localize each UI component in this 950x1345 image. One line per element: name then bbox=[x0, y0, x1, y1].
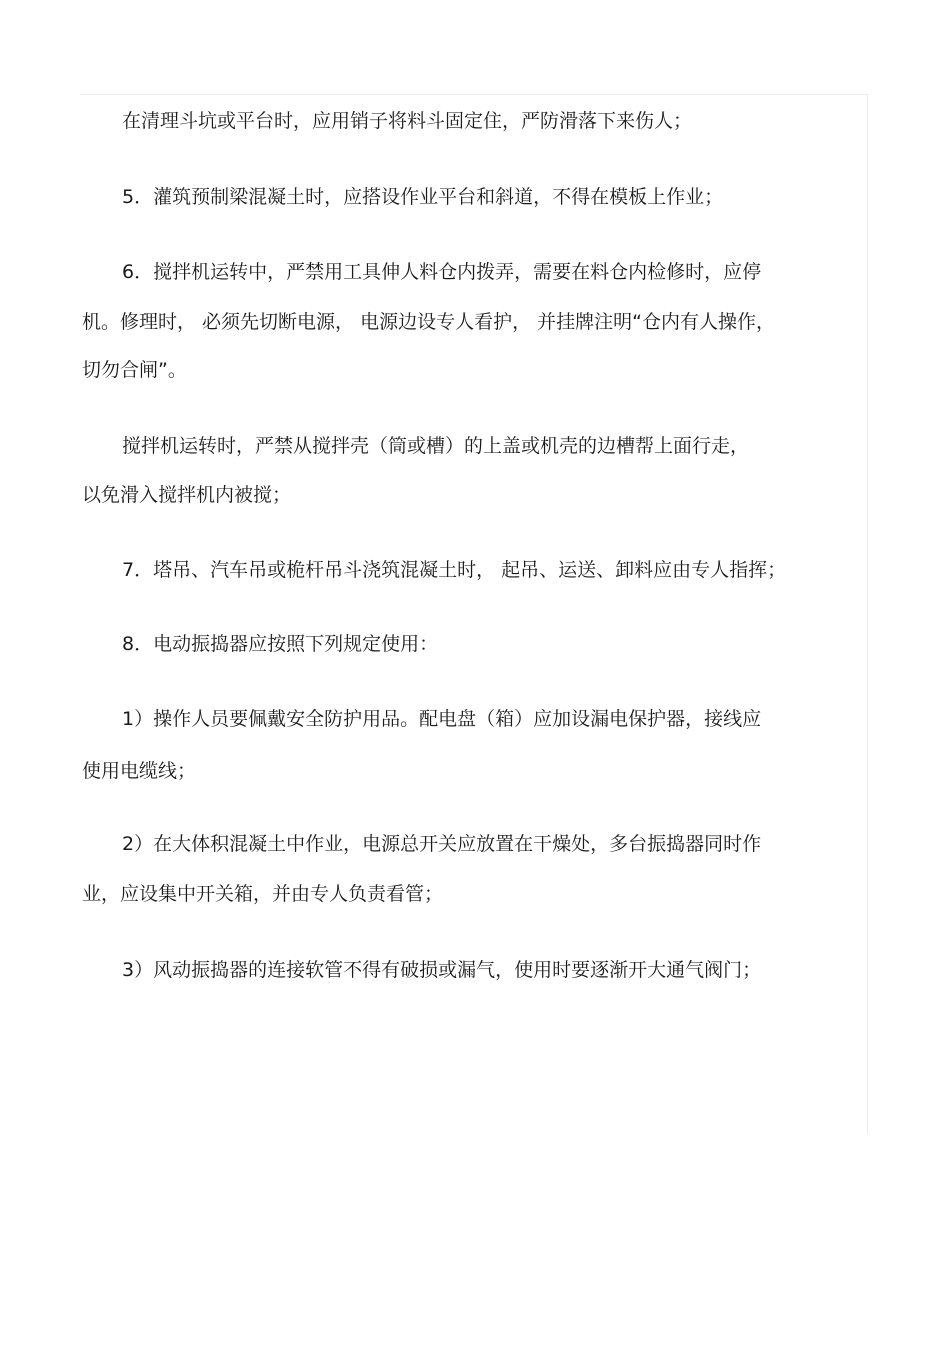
paragraph-line: 使用电缆线； bbox=[82, 760, 197, 782]
paragraph-line: 1）操作人员要佩戴安全防护用品。配电盘（箱）应加设漏电保护器，接线应 bbox=[122, 708, 762, 730]
paragraph-line: 搅拌机运转时，严禁从搅拌壳（筒或槽）的上盖或机壳的边槽帮上面行走， bbox=[122, 435, 750, 457]
paragraph-line: 业，应设集中开关箱，并由专人负责看管； bbox=[82, 883, 444, 905]
paragraph-line: 8．电动振捣器应按照下列规定使用： bbox=[122, 633, 439, 655]
paragraph-line: 在清理斗坑或平台时，应用销子将料斗固定住，严防滑落下来伤人； bbox=[122, 110, 693, 132]
paragraph-line: 2）在大体积混凝土中作业，电源总开关应放置在干燥处，多台振捣器同时作 bbox=[122, 833, 762, 855]
paragraph-line: 以免滑入搅拌机内被搅； bbox=[82, 484, 292, 506]
paragraph-line: 机。修理时， 必须先切断电源， 电源边设专人看护， 并挂牌注明“仓内有人操作， bbox=[82, 311, 775, 333]
paragraph-line: 6．搅拌机运转中，严禁用工具伸人料仓内拨弄，需要在料仓内检修时，应停 bbox=[122, 261, 762, 283]
paragraph-line: 7．塔吊、汽车吊或桅杆吊斗浇筑混凝土时， 起吊、运送、卸料应由专人指挥； bbox=[122, 559, 787, 581]
paragraph-line: 5．灌筑预制梁混凝土时，应搭设作业平台和斜道，不得在模板上作业； bbox=[122, 186, 724, 208]
paragraph-line: 3）风动振捣器的连接软管不得有破损或漏气，使用时要逐渐开大通气阀门； bbox=[122, 959, 762, 981]
paragraph-line: 切勿合闸”。 bbox=[82, 359, 187, 381]
